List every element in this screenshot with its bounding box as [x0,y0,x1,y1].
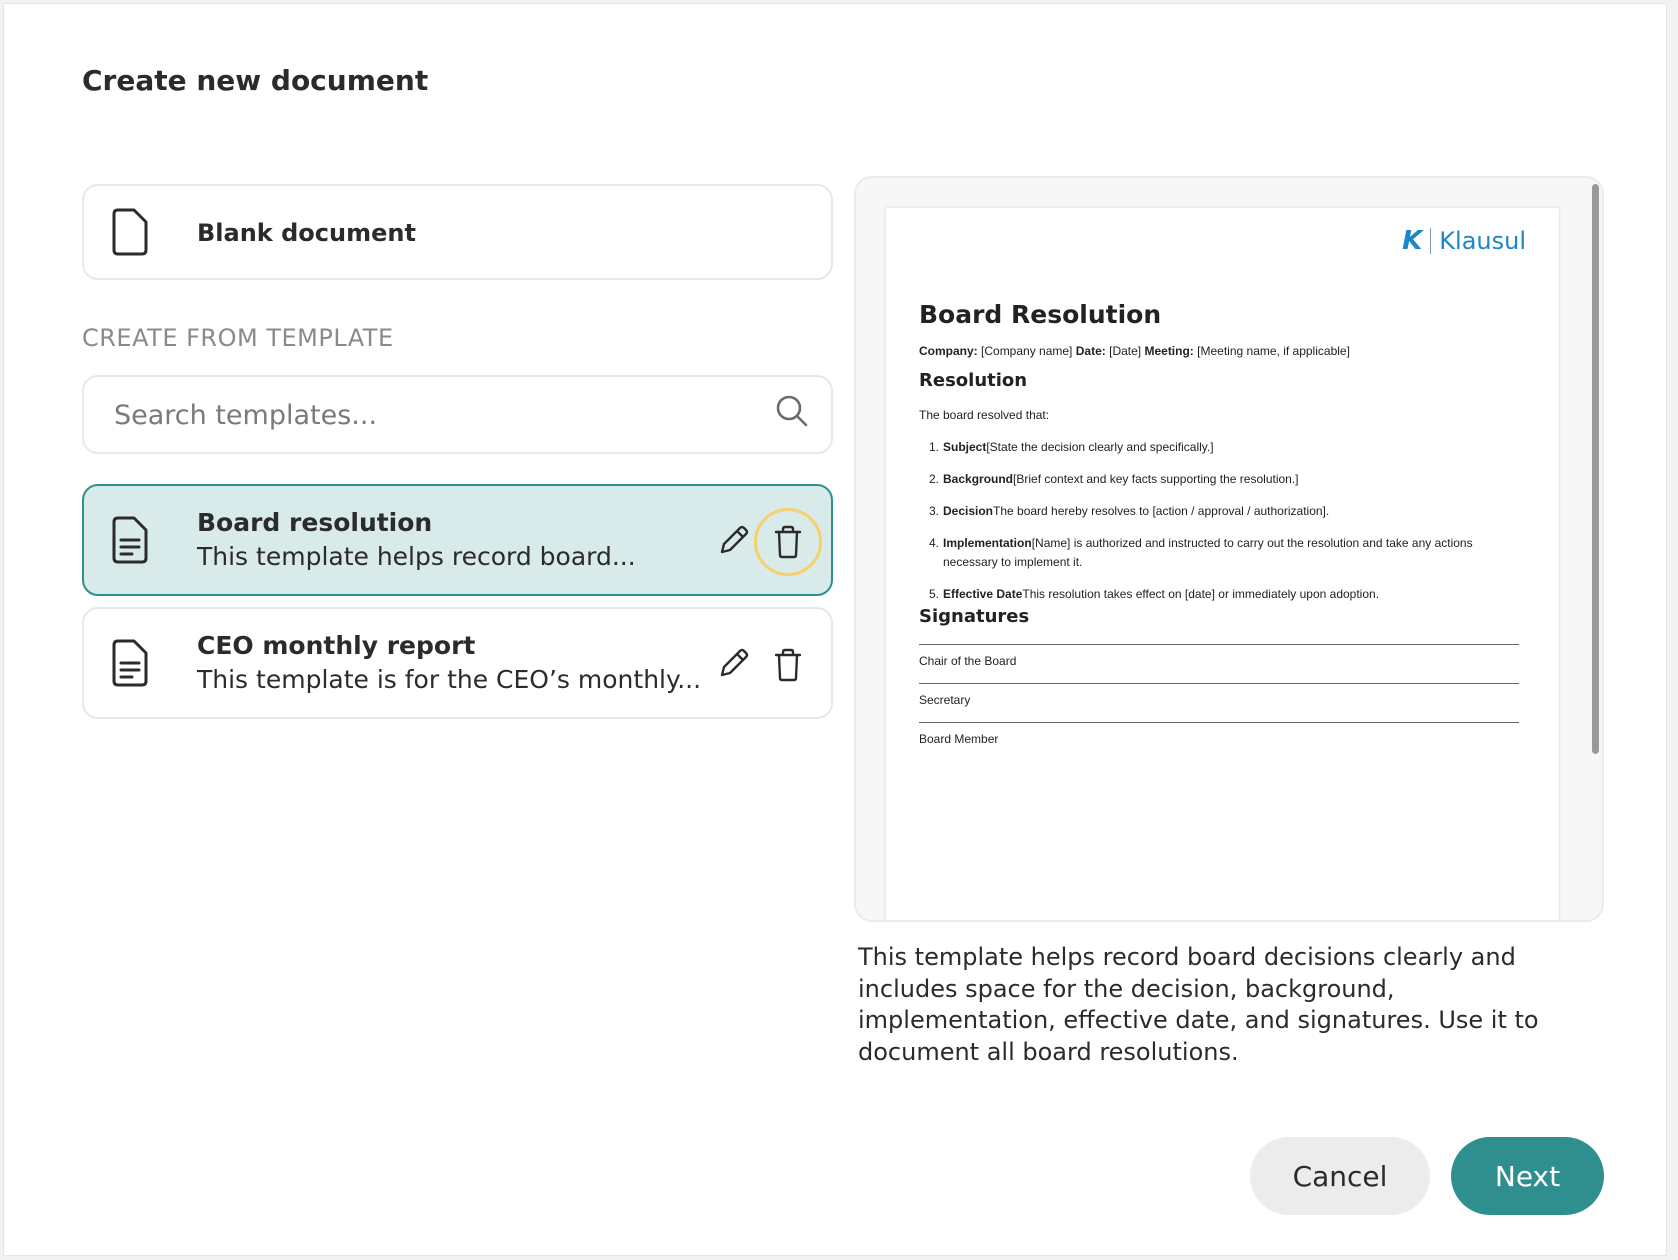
create-from-template-heading: CREATE FROM TEMPLATE [82,324,394,352]
brand-divider [1430,228,1431,254]
item-label: Effective Date [943,587,1023,601]
item-label: Subject [943,440,987,454]
trash-icon[interactable] [754,633,822,697]
template-title: Board resolution [197,508,433,537]
signature-label: Chair of the Board [919,654,1017,668]
meeting-value: [Meeting name, if applicable] [1197,344,1350,358]
item-number: 2. [929,472,940,486]
preview-title: Board Resolution [919,300,1162,329]
pencil-icon[interactable] [716,524,750,558]
signature-line [919,644,1519,645]
item-number: 5. [929,587,940,601]
item-label: Decision [943,504,994,518]
resolution-intro: The board resolved that: [919,408,1050,422]
company-label: Company: [919,344,978,358]
brand-logo [1402,226,1526,256]
meeting-label: Meeting: [1144,344,1194,358]
next-button[interactable]: Next [1451,1137,1604,1215]
signatures-heading: Signatures [919,606,1030,627]
template-search-box [82,375,833,454]
template-item-ceo-monthly-report[interactable] [82,607,833,719]
resolution-list [919,438,1519,617]
document-lines-icon [110,639,150,691]
list-item [919,585,1519,604]
date-value: [Date] [1109,344,1142,358]
template-title: CEO monthly report [197,631,476,660]
item-label: Background [943,472,1014,486]
dialog-title: Create new document [82,64,429,97]
list-item [919,470,1519,489]
preview-page [886,208,1559,922]
pencil-icon[interactable] [716,647,750,681]
template-description: This template is for the CEO’s monthly... [197,665,702,694]
brand-mark: K [1402,226,1423,256]
trash-icon[interactable] [754,508,822,576]
search-input[interactable] [114,395,734,435]
list-item [919,502,1519,521]
company-value: [Company name] [981,344,1073,358]
list-item [919,438,1519,457]
template-item-board-resolution[interactable] [82,484,833,596]
preview-meta [919,344,1350,358]
brand-name: Klausul [1439,227,1526,255]
item-text: This resolution takes effect on [date] or immediately upon adoption. [1022,587,1380,601]
template-preview[interactable] [854,176,1604,922]
resolution-heading: Resolution [919,370,1028,391]
item-number: 1. [929,440,940,454]
signature-label: Board Member [919,732,999,746]
item-text: The board hereby resolves to [action / approval / authorization]. [993,504,1330,518]
blank-document-label: Blank document [197,219,416,247]
create-document-dialog [3,3,1667,1256]
blank-document-icon [110,208,150,260]
list-item [919,534,1519,572]
search-icon[interactable] [774,393,810,433]
cancel-button[interactable]: Cancel [1250,1137,1430,1215]
blank-document-option[interactable] [82,184,833,280]
date-label: Date: [1075,344,1106,358]
signature-line [919,683,1519,684]
preview-scrollbar[interactable] [1592,184,1599,754]
signature-line [919,722,1519,723]
item-number: 4. [929,536,940,550]
template-full-description: This template helps record board decisions clearly and includes space for the decision, background, implementation, effective date, and signatures. Use it to document all board resolutions. [858,943,1539,1066]
item-text: [Name] is authorized and instructed to carry out the resolution and take any actions necessary to implement it. [943,536,1473,569]
item-text: [State the decision clearly and specifically.] [986,440,1214,454]
signature-label: Secretary [919,693,971,707]
item-number: 3. [929,504,940,518]
document-lines-icon [110,516,150,568]
template-description: This template helps record board... [197,542,636,571]
item-text: [Brief context and key facts supporting the resolution.] [1013,472,1299,486]
item-label: Implementation [943,536,1032,550]
